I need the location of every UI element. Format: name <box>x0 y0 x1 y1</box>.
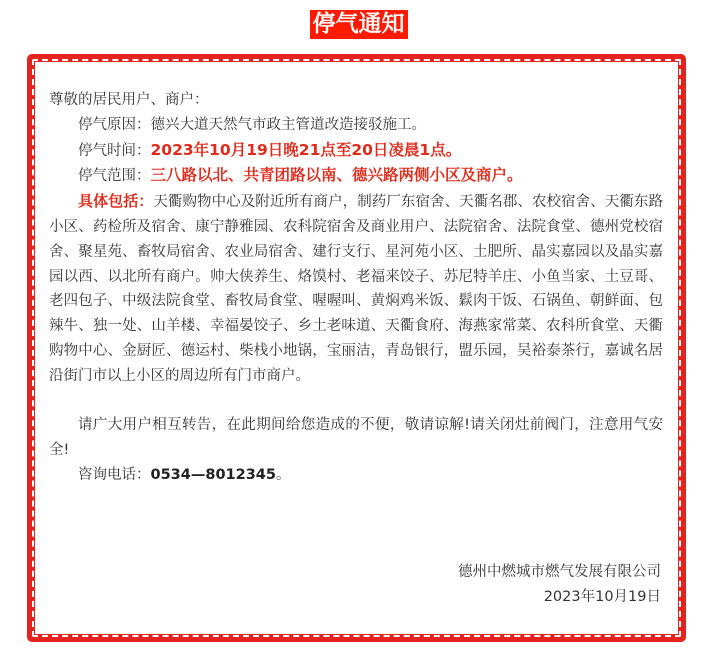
notice-body <box>49 88 663 488</box>
phone-label: 咨询电话： <box>78 466 151 483</box>
phone-line <box>49 463 663 488</box>
notice-title: 停气通知 <box>310 10 408 39</box>
paragraph-spacer <box>49 389 663 414</box>
reason-line <box>49 113 663 138</box>
includes-label: 具体包括： <box>78 192 154 211</box>
time-text: 2023年10月19日晚21点至20日凌晨1点。 <box>150 140 462 159</box>
company-name: 德州中燃城市燃气发展有限公司 <box>458 564 661 580</box>
salutation: 尊敬的居民用户、商户： <box>49 92 209 108</box>
reason-text: 德兴大道天然气市政主管道改造接驳施工。 <box>150 116 426 133</box>
includes-paragraph <box>49 189 663 388</box>
includes-text: 天衢购物中心及附近所有商户，制药厂东宿舍、天衢名郡、农校宿舍、天衢东路小区、药检所及宿舍、康宁静雅园、农科院宿舍及商业用户、法院宿舍、法院食堂、德州党校宿舍、聚星苑、畜牧局宿舍、农业局宿舍、建行支行、星河苑小区、土肥所、晶实嘉园以及晶实嘉园以西、以北所有商户。帅大侠养生、烙馍村、老福来饺子、苏尼特羊庄、小鱼当家、土豆哥、老四包子、中级法院食堂、畜牧局食堂、喔喔叫、黄焖鸡米饭、鬏肉干饭、石锅鱼、朝鲜面、包辣牛、独一处、山羊楼、幸福晏饺子、乡土老味道、天衢食府、海燕家常菜、农科所食堂、天衢购物中心、金厨匠、德运村、柴栈小地锅，宝丽洁，青岛银行，盟乐园，吴裕泰茶行，嘉诚名居沿街门市以上小区的周边所有门市商户。 <box>49 194 663 384</box>
title-wrapper <box>0 10 717 39</box>
signature-date: 2023年10月19日 <box>543 588 661 605</box>
phone-number: 0534—8012345 <box>150 466 276 483</box>
reason-label: 停气原因： <box>78 116 151 133</box>
time-line <box>49 138 663 164</box>
time-label: 停气时间： <box>78 142 151 159</box>
scope-text: 三八路以北、共青团路以南、德兴路两侧小区及商户。 <box>150 166 523 185</box>
scope-label: 停气范围： <box>78 168 151 185</box>
appeal-paragraph: 请广大用户相互转告，在此期间给您造成的不便，敬请谅解!请关闭灶前阀门，注意用气安全! <box>49 417 663 459</box>
phone-suffix: 。 <box>275 466 291 483</box>
signature-block <box>458 560 661 610</box>
scope-line <box>49 163 663 189</box>
